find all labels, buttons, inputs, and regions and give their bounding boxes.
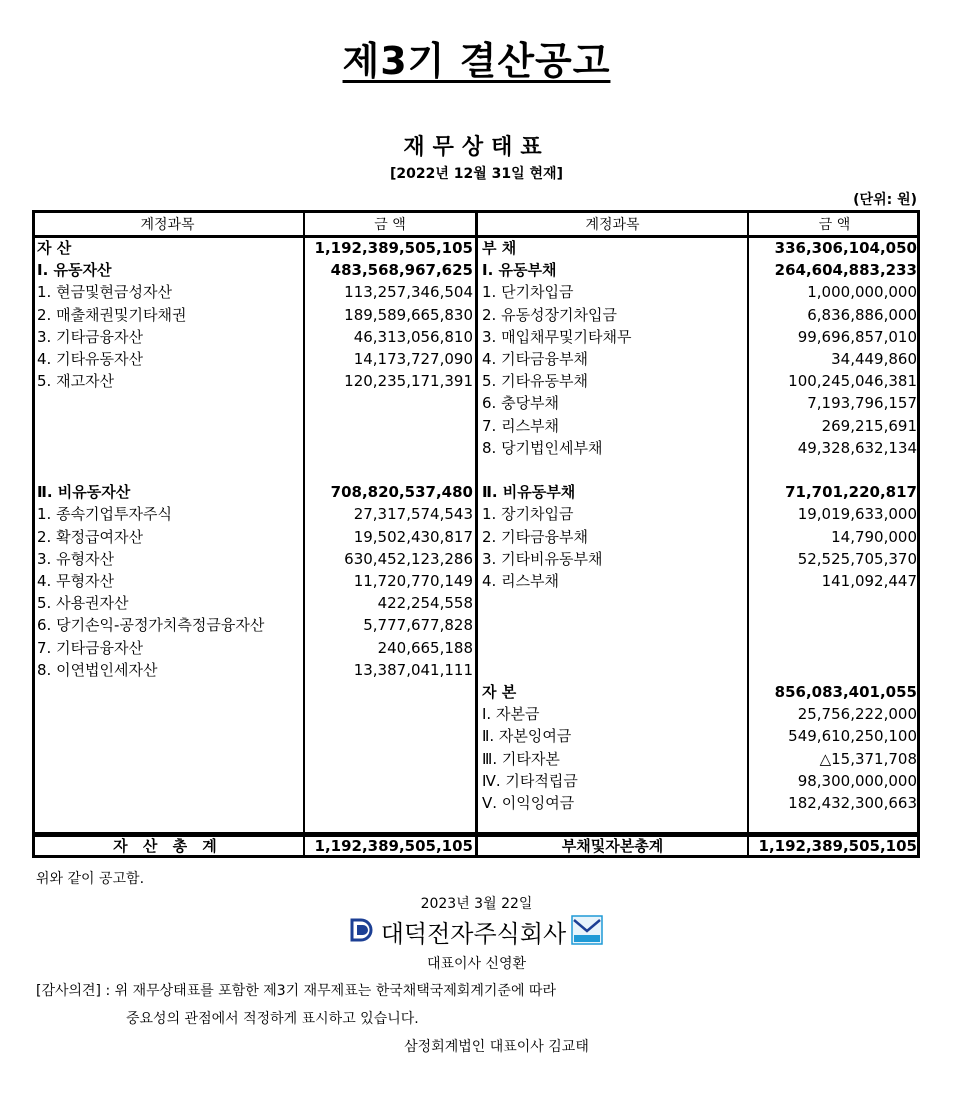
total-assets-amount: 1,192,389,505,105 xyxy=(314,837,473,855)
company-name: 대덕전자주식회사 xyxy=(380,920,567,948)
right-row xyxy=(32,792,920,814)
as-of-date: [2022년 12월 31일 현재] xyxy=(390,166,563,182)
left-amount: 46,313,056,810 xyxy=(353,327,473,346)
left-account-label: 8. 이연법인세자산 xyxy=(37,660,158,679)
right-amount: 71,701,220,817 xyxy=(785,483,917,502)
total-assets-label-text: 자 산 총 계 xyxy=(113,837,222,855)
left-account-label: 3. 유형자산 xyxy=(37,549,115,568)
right-amount: 25,756,222,000 xyxy=(797,705,917,724)
audit-opinion-line2: 중요성의 관점에서 적정하게 표시하고 있습니다. xyxy=(126,1011,419,1027)
right-account-label: 7. 리스부채 xyxy=(482,416,560,435)
right-amount: 34,449,860 xyxy=(831,350,917,368)
company-signature xyxy=(0,914,953,949)
right-row xyxy=(32,370,920,392)
left-account-label: 3. 기타금융자산 xyxy=(37,327,144,346)
left-account-label: Ⅰ. 유동자산 xyxy=(37,261,112,280)
right-row xyxy=(32,415,920,437)
left-amount: 708,820,537,480 xyxy=(330,483,473,502)
right-account-label: Ⅳ. 기타적립금 xyxy=(482,771,578,790)
right-account-label: 4. 리스부채 xyxy=(482,572,560,590)
left-amount: 14,173,727,090 xyxy=(353,350,473,368)
left-amount: 240,665,188 xyxy=(377,638,473,657)
left-account-label: 1. 현금및현금성자산 xyxy=(37,283,173,302)
right-row xyxy=(32,659,920,681)
right-account-label: Ⅲ. 기타자본 xyxy=(482,749,560,768)
header-right-account: 계정과목 xyxy=(585,217,640,233)
right-row xyxy=(32,614,920,636)
right-row xyxy=(32,770,920,792)
total-liabilities-equity-amount: 1,192,389,505,105 xyxy=(758,837,917,855)
left-account-label: 2. 확정급여자산 xyxy=(37,527,144,546)
right-amount: 100,245,046,381 xyxy=(788,372,917,391)
right-account-label: 1. 단기차입금 xyxy=(482,283,574,302)
left-account-label: 4. 기타유동자산 xyxy=(37,350,144,368)
left-amount: 13,387,041,111 xyxy=(353,660,473,679)
right-account-label: 2. 기타금융부채 xyxy=(482,527,589,546)
right-amount: 99,696,857,010 xyxy=(797,327,917,346)
right-row xyxy=(32,437,920,459)
left-account-label: 자 산 xyxy=(37,239,72,257)
right-amount: 336,306,104,050 xyxy=(774,239,917,257)
left-amount: 630,452,123,286 xyxy=(344,549,473,568)
left-amount: 27,317,574,543 xyxy=(353,505,473,524)
right-amount: 49,328,632,134 xyxy=(797,438,917,457)
left-amount: 1,192,389,505,105 xyxy=(314,239,473,257)
right-row xyxy=(32,592,920,614)
audit-opinion-line1: [감사의견] : 위 재무상태표를 포함한 제3기 재무제표는 한국채택국제회계기준에 따라 xyxy=(36,983,556,999)
right-amount: 269,215,691 xyxy=(821,416,917,435)
left-account-label: 5. 재고자산 xyxy=(37,372,115,391)
announcement-note: 위와 같이 공고함. xyxy=(36,871,145,887)
right-account-label: 3. 매입채무및기타채무 xyxy=(482,327,632,346)
left-amount: 19,502,430,817 xyxy=(353,527,473,546)
right-row xyxy=(32,259,920,281)
left-amount: 120,235,171,391 xyxy=(344,372,473,391)
right-row xyxy=(32,703,920,725)
right-row xyxy=(32,392,920,414)
total-liabilities-equity-label: 부채및자본총계 xyxy=(561,837,664,855)
left-account-label: 1. 종속기업투자주식 xyxy=(37,505,173,524)
right-amount: 19,019,633,000 xyxy=(797,505,917,524)
auditor-name: 삼정회계법인 대표이사 김교태 xyxy=(404,1039,589,1055)
right-account-label: 8. 당기법인세부채 xyxy=(482,438,603,457)
left-account-label: 4. 무형자산 xyxy=(37,572,115,590)
right-amount: 264,604,883,233 xyxy=(774,261,917,280)
left-amount: 422,254,558 xyxy=(377,594,473,613)
left-account-label: 6. 당기손익-공정가치측정금융자산 xyxy=(37,616,265,635)
right-amount: 141,092,447 xyxy=(821,572,917,590)
right-row xyxy=(32,326,920,348)
ceo-name: 대표이사 신영환 xyxy=(426,956,527,972)
right-row xyxy=(32,570,920,592)
right-row xyxy=(32,681,920,703)
company-seal-icon xyxy=(571,915,603,949)
right-amount: △15,371,708 xyxy=(819,749,917,768)
right-account-label: 3. 기타비유동부채 xyxy=(482,549,603,568)
right-row xyxy=(32,459,920,481)
left-account-label: 7. 기타금융자산 xyxy=(37,638,144,657)
header-left-account: 계정과목 xyxy=(140,217,195,233)
right-account-label: 6. 충당부채 xyxy=(482,394,560,413)
right-row xyxy=(32,503,920,525)
right-account-label: 4. 기타금융부채 xyxy=(482,350,589,368)
right-row xyxy=(32,237,920,259)
left-amount: 11,720,770,149 xyxy=(353,572,473,590)
right-account-label: 2. 유동성장기차입금 xyxy=(482,305,618,324)
left-amount: 5,777,677,828 xyxy=(363,616,473,635)
right-amount: 856,083,401,055 xyxy=(774,683,917,701)
right-amount: 14,790,000 xyxy=(831,527,917,546)
right-account-label: Ⅱ. 비유동부채 xyxy=(482,483,576,502)
right-amount: 98,300,000,000 xyxy=(797,771,917,790)
right-account-label: Ⅴ. 이익잉여금 xyxy=(482,794,575,812)
left-account-label: 2. 매출채권및기타채권 xyxy=(37,305,187,324)
right-amount: 549,610,250,100 xyxy=(788,727,917,746)
right-account-label: 부 채 xyxy=(482,239,517,257)
left-amount: 113,257,346,504 xyxy=(344,283,473,302)
right-account-label: 1. 장기차입금 xyxy=(482,505,574,524)
company-logo-icon xyxy=(350,917,376,947)
right-row xyxy=(32,748,920,770)
right-row xyxy=(32,281,920,303)
right-account-label: Ⅰ. 유동부채 xyxy=(482,261,557,280)
right-amount: 6,836,886,000 xyxy=(807,305,917,324)
statement-title: 재무상태표 xyxy=(403,135,550,160)
right-row xyxy=(32,548,920,570)
right-account-label: Ⅰ. 자본금 xyxy=(482,705,540,724)
right-amount: 1,000,000,000 xyxy=(807,283,917,302)
header-left-amount: 금 액 xyxy=(374,217,406,233)
right-amount: 7,193,796,157 xyxy=(807,394,917,413)
right-row xyxy=(32,348,920,370)
left-account-label: 5. 사용권자산 xyxy=(37,594,129,613)
left-amount: 483,568,967,625 xyxy=(330,261,473,280)
right-row xyxy=(32,725,920,747)
total-assets-label xyxy=(32,835,303,857)
right-amount: 182,432,300,663 xyxy=(788,794,917,812)
page-title: 제3기 결산공고 xyxy=(342,39,611,83)
right-row xyxy=(32,304,920,326)
right-account-label: 5. 기타유동부채 xyxy=(482,372,589,391)
left-account-label: Ⅱ. 비유동자산 xyxy=(37,483,131,502)
unit-note: (단위: 원) xyxy=(853,192,917,208)
right-account-label: 자 본 xyxy=(482,683,517,701)
right-amount: 52,525,705,370 xyxy=(797,549,917,568)
publication-date: 2023년 3월 22일 xyxy=(420,896,533,912)
right-account-label: Ⅱ. 자본잉여금 xyxy=(482,727,572,746)
header-right-amount: 금 액 xyxy=(818,217,851,233)
left-amount: 189,589,665,830 xyxy=(344,305,473,324)
right-row xyxy=(32,637,920,659)
balance-sheet-table xyxy=(32,210,920,858)
right-row xyxy=(32,481,920,503)
right-row xyxy=(32,526,920,548)
